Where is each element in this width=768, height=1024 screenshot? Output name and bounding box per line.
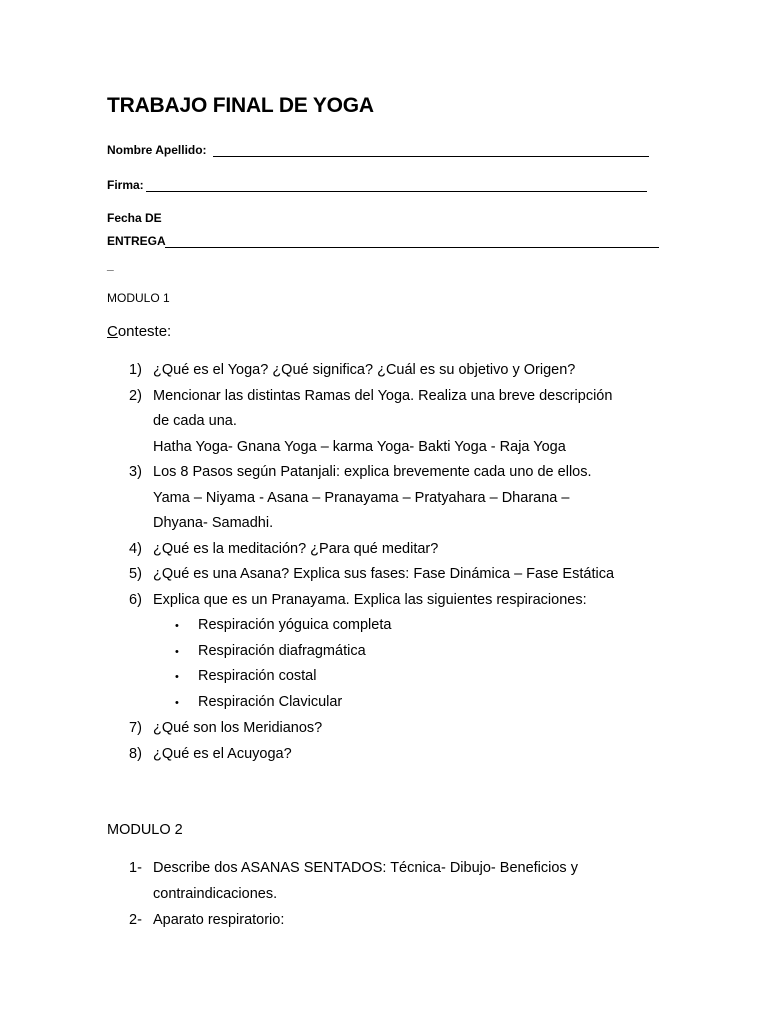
module2-heading: MODULO 2 <box>107 822 183 838</box>
bullet-2-text: Respiración diafragmática <box>198 643 366 659</box>
item-1-text: ¿Qué es el Yoga? ¿Qué significa? ¿Cuál es su objetivo y Origen? <box>153 362 576 378</box>
date-label-line1: Fecha DE <box>107 211 162 225</box>
item-2-number: 2) <box>129 388 142 404</box>
module2-item-2-text: Aparato respiratorio: <box>153 912 285 928</box>
item-5-number: 5) <box>129 566 142 582</box>
date-line <box>165 247 659 248</box>
item-3-text-line1: Los 8 Pasos según Patanjali: explica brevemente cada uno de ellos. <box>153 464 592 480</box>
bullet-4-text: Respiración Clavicular <box>198 694 343 710</box>
name-label: Nombre Apellido: <box>107 143 207 157</box>
item-5-text: ¿Qué es una Asana? Explica sus fases: Fase Dinámica – Fase Estática <box>153 566 615 582</box>
module2-item-1-text-line1: Describe dos ASANAS SENTADOS: Técnica- Dibujo- Beneficios y <box>153 860 578 876</box>
module2-item-1-number: 1- <box>129 860 142 876</box>
bullet-1-text: Respiración yóguica completa <box>198 617 392 633</box>
item-3-text-line2: Yama – Niyama - Asana – Pranayama – Pratyahara – Dharana – <box>153 490 570 506</box>
item-7-number: 7) <box>129 720 142 736</box>
conteste-instruction <box>107 323 171 340</box>
item-2-text-line1: Mencionar las distintas Ramas del Yoga. Realiza una breve descripción <box>153 388 613 404</box>
module1-heading: MODULO 1 <box>107 291 170 305</box>
item-8-text: ¿Qué es el Acuyoga? <box>153 746 292 762</box>
date-trailing: _ <box>107 258 114 272</box>
document-title: TRABAJO FINAL DE YOGA <box>107 94 374 117</box>
module2-item-2-number: 2- <box>129 912 142 928</box>
item-3-text-line3: Dhyana- Samadhi. <box>153 515 274 531</box>
signature-line <box>146 191 647 192</box>
conteste-rest: onteste: <box>117 323 172 340</box>
item-6-text: Explica que es un Pranayama. Explica las siguientes respiraciones: <box>153 592 587 608</box>
item-4-number: 4) <box>129 541 142 557</box>
item-4-text: ¿Qué es la meditación? ¿Para qué meditar? <box>153 541 439 557</box>
name-line <box>213 156 649 157</box>
item-1-number: 1) <box>129 362 142 378</box>
bullet-3-text: Respiración costal <box>198 668 317 684</box>
item-2-text-line2: de cada una. <box>153 413 237 429</box>
bullet-2-symbol: • <box>175 646 179 658</box>
item-3-number: 3) <box>129 464 142 480</box>
item-7-text: ¿Qué son los Meridianos? <box>153 720 323 736</box>
item-2-text-line3: Hatha Yoga- Gnana Yoga – karma Yoga- Bakti Yoga - Raja Yoga <box>153 439 566 455</box>
bullet-4-symbol: • <box>175 697 179 709</box>
module2-item-1-text-line2: contraindicaciones. <box>153 886 278 902</box>
signature-label: Firma: <box>107 178 144 192</box>
item-6-number: 6) <box>129 592 142 608</box>
conteste-first-letter: C <box>107 323 118 340</box>
bullet-3-symbol: • <box>175 671 179 683</box>
bullet-1-symbol: • <box>175 620 179 632</box>
item-8-number: 8) <box>129 746 142 762</box>
date-label-line2: ENTREGA <box>107 234 166 248</box>
